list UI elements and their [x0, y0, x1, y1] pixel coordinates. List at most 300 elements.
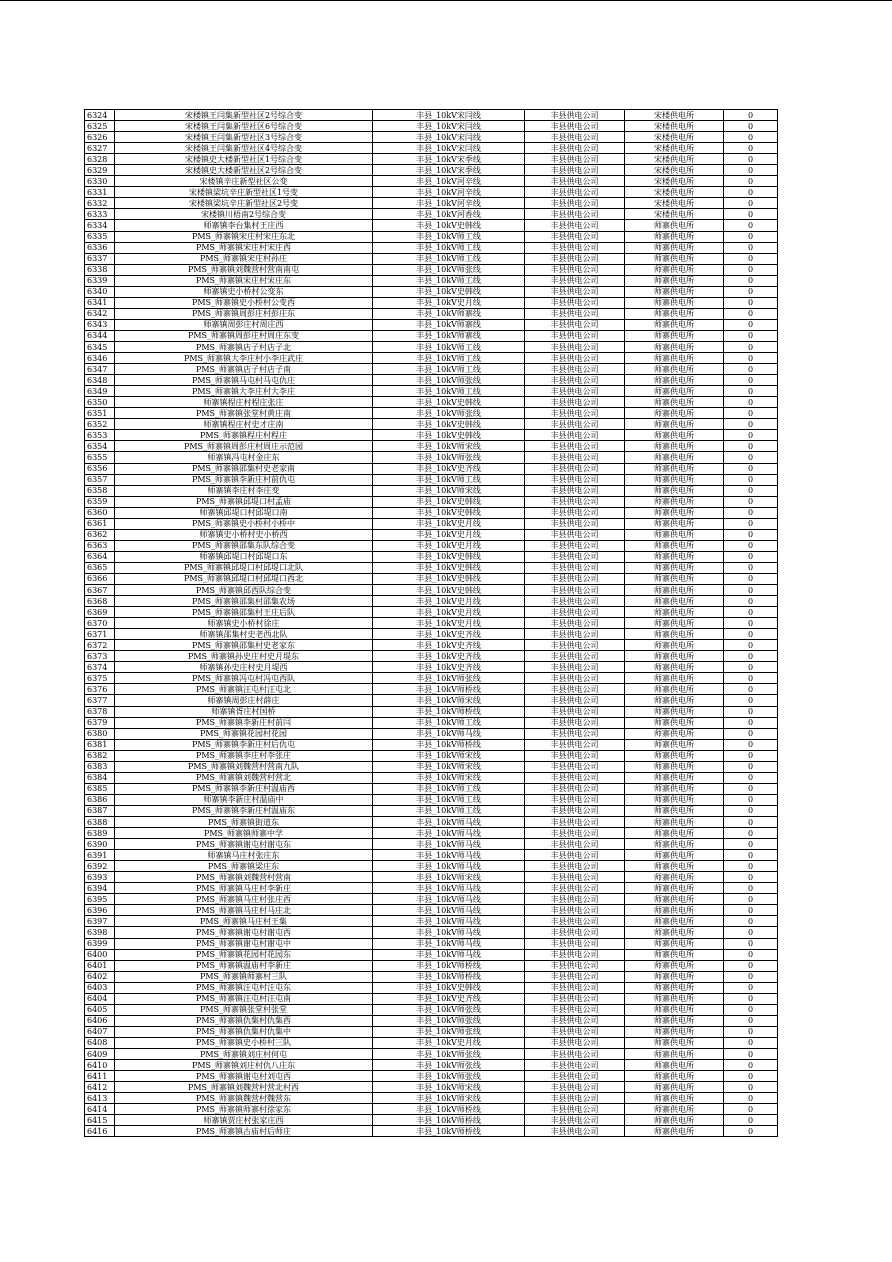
station-cell: 师寨供电所 — [625, 463, 724, 474]
station-cell: 师寨供电所 — [625, 794, 724, 805]
transformer-name-cell: PMS_师寨镇李新庄村温庙东 — [115, 805, 373, 816]
station-cell: 师寨供电所 — [625, 529, 724, 540]
row-number-cell: 6326 — [85, 132, 115, 143]
company-cell: 丰县供电公司 — [525, 883, 625, 894]
table-row — [85, 408, 778, 419]
station-cell: 师寨供电所 — [625, 474, 724, 485]
row-number-cell: 6384 — [85, 772, 115, 783]
row-number-cell: 6339 — [85, 275, 115, 286]
row-number-cell: 6383 — [85, 761, 115, 772]
data-table — [84, 109, 778, 1137]
value-cell: 0 — [724, 165, 778, 176]
table-row — [85, 198, 778, 209]
transformer-name-cell: PMS_师寨镇周彭庄村彭庄东 — [115, 308, 373, 319]
feeder-line-cell: 丰县_10kV师工线 — [373, 341, 525, 352]
table-row — [85, 673, 778, 684]
value-cell: 0 — [724, 783, 778, 794]
feeder-line-cell: 丰县_10kV师马线 — [373, 850, 525, 861]
table-row — [85, 132, 778, 143]
row-number-cell: 6351 — [85, 408, 115, 419]
company-cell: 丰县供电公司 — [525, 916, 625, 927]
station-cell: 师寨供电所 — [625, 817, 724, 828]
table-row — [85, 662, 778, 673]
company-cell: 丰县供电公司 — [525, 839, 625, 850]
value-cell: 0 — [724, 231, 778, 242]
value-cell: 0 — [724, 828, 778, 839]
company-cell: 丰县供电公司 — [525, 441, 625, 452]
feeder-line-cell: 丰县_10kV师桥线 — [373, 706, 525, 717]
value-cell: 0 — [724, 408, 778, 419]
transformer-name-cell: 师寨镇周彭庄村薛庄 — [115, 695, 373, 706]
transformer-name-cell: PMS_师寨镇周彭庄村周庄示范园 — [115, 441, 373, 452]
value-cell: 0 — [724, 607, 778, 618]
row-number-cell: 6354 — [85, 441, 115, 452]
table-row — [85, 176, 778, 187]
station-cell: 师寨供电所 — [625, 894, 724, 905]
value-cell: 0 — [724, 993, 778, 1004]
company-cell: 丰县供电公司 — [525, 353, 625, 364]
value-cell: 0 — [724, 872, 778, 883]
row-number-cell: 6400 — [85, 949, 115, 960]
company-cell: 丰县供电公司 — [525, 375, 625, 386]
feeder-line-cell: 丰县_10kV师寨线 — [373, 308, 525, 319]
table-row — [85, 1093, 778, 1104]
station-cell: 师寨供电所 — [625, 684, 724, 695]
feeder-line-cell: 丰县_10kV师工线 — [373, 253, 525, 264]
feeder-line-cell: 丰县_10kV师工线 — [373, 386, 525, 397]
table-row — [85, 651, 778, 662]
table-row — [85, 684, 778, 695]
station-cell: 师寨供电所 — [625, 1115, 724, 1126]
transformer-name-cell: 宋楼镇梁坑辛庄新型社区2号变 — [115, 198, 373, 209]
transformer-name-cell: PMS_师寨镇宋庄村孙庄 — [115, 253, 373, 264]
company-cell: 丰县供电公司 — [525, 209, 625, 220]
company-cell: 丰县供电公司 — [525, 772, 625, 783]
station-cell: 师寨供电所 — [625, 540, 724, 551]
value-cell: 0 — [724, 176, 778, 187]
station-cell: 师寨供电所 — [625, 496, 724, 507]
company-cell: 丰县供电公司 — [525, 408, 625, 419]
transformer-name-cell: PMS_师寨镇仇集村仇集西 — [115, 1015, 373, 1026]
row-number-cell: 6397 — [85, 916, 115, 927]
company-cell: 丰县供电公司 — [525, 927, 625, 938]
feeder-line-cell: 丰县_10kV师工线 — [373, 275, 525, 286]
transformer-name-cell: PMS_师寨镇李新庄村后仇屯 — [115, 739, 373, 750]
table-row — [85, 573, 778, 584]
row-number-cell: 6362 — [85, 529, 115, 540]
transformer-name-cell: PMS_师寨镇谢屯村谢屯中 — [115, 938, 373, 949]
table-row — [85, 629, 778, 640]
row-number-cell: 6353 — [85, 430, 115, 441]
company-cell: 丰县供电公司 — [525, 949, 625, 960]
company-cell: 丰县供电公司 — [525, 330, 625, 341]
table-row — [85, 739, 778, 750]
row-number-cell: 6373 — [85, 651, 115, 662]
table-row — [85, 1071, 778, 1082]
table-row — [85, 1004, 778, 1015]
feeder-line-cell: 丰县_10kV师马线 — [373, 883, 525, 894]
transformer-name-cell: 师寨镇史小桥村史小桥西 — [115, 529, 373, 540]
table-row — [85, 596, 778, 607]
transformer-name-cell: PMS_师寨镇温庙村李新庄 — [115, 960, 373, 971]
station-cell: 师寨供电所 — [625, 297, 724, 308]
value-cell: 0 — [724, 1071, 778, 1082]
table-row — [85, 441, 778, 452]
table-row — [85, 717, 778, 728]
row-number-cell: 6347 — [85, 364, 115, 375]
table-row — [85, 905, 778, 916]
transformer-name-cell: 师寨镇马庄村张庄东 — [115, 850, 373, 861]
transformer-name-cell: PMS_师寨镇大李庄村大李庄 — [115, 386, 373, 397]
station-cell: 师寨供电所 — [625, 850, 724, 861]
company-cell: 丰县供电公司 — [525, 121, 625, 132]
company-cell: 丰县供电公司 — [525, 750, 625, 761]
station-cell: 师寨供电所 — [625, 573, 724, 584]
transformer-name-cell: PMS_师寨镇刘庄村仇八庄东 — [115, 1060, 373, 1071]
feeder-line-cell: 丰县_10kV师寨线 — [373, 330, 525, 341]
value-cell: 0 — [724, 386, 778, 397]
feeder-line-cell: 丰县_10kV师桥线 — [373, 960, 525, 971]
transformer-name-cell: PMS_师寨镇店子村店子北 — [115, 341, 373, 352]
transformer-name-cell: PMS_师寨镇邵集东队综合变 — [115, 540, 373, 551]
value-cell: 0 — [724, 695, 778, 706]
transformer-name-cell: 师寨镇李新庄村温庙中 — [115, 794, 373, 805]
transformer-name-cell: 师寨镇史小桥村徐庄 — [115, 618, 373, 629]
value-cell: 0 — [724, 761, 778, 772]
transformer-name-cell: PMS_师寨镇史小桥村小桥中 — [115, 518, 373, 529]
transformer-name-cell: PMS_师寨镇李新庄村温庙西 — [115, 783, 373, 794]
company-cell: 丰县供电公司 — [525, 573, 625, 584]
value-cell: 0 — [724, 794, 778, 805]
company-cell: 丰县供电公司 — [525, 1126, 625, 1137]
station-cell: 师寨供电所 — [625, 839, 724, 850]
value-cell: 0 — [724, 573, 778, 584]
transformer-name-cell: 宋楼镇梁坑辛庄新型社区1号变 — [115, 187, 373, 198]
table-row — [85, 319, 778, 330]
row-number-cell: 6366 — [85, 573, 115, 584]
table-row — [85, 297, 778, 308]
row-number-cell: 6392 — [85, 861, 115, 872]
station-cell: 师寨供电所 — [625, 485, 724, 496]
value-cell: 0 — [724, 264, 778, 275]
row-number-cell: 6413 — [85, 1093, 115, 1104]
row-number-cell: 6399 — [85, 938, 115, 949]
value-cell: 0 — [724, 419, 778, 430]
value-cell: 0 — [724, 585, 778, 596]
row-number-cell: 6332 — [85, 198, 115, 209]
value-cell: 0 — [724, 750, 778, 761]
row-number-cell: 6401 — [85, 960, 115, 971]
station-cell: 师寨供电所 — [625, 408, 724, 419]
value-cell: 0 — [724, 861, 778, 872]
company-cell: 丰县供电公司 — [525, 297, 625, 308]
row-number-cell: 6367 — [85, 585, 115, 596]
company-cell: 丰县供电公司 — [525, 1048, 625, 1059]
company-cell: 丰县供电公司 — [525, 397, 625, 408]
value-cell: 0 — [724, 651, 778, 662]
value-cell: 0 — [724, 529, 778, 540]
station-cell: 师寨供电所 — [625, 1015, 724, 1026]
station-cell: 师寨供电所 — [625, 739, 724, 750]
company-cell: 丰县供电公司 — [525, 165, 625, 176]
transformer-name-cell: PMS_师寨镇谢屯村谢屯东 — [115, 839, 373, 850]
value-cell: 0 — [724, 883, 778, 894]
table-row — [85, 805, 778, 816]
company-cell: 丰县供电公司 — [525, 154, 625, 165]
row-number-cell: 6398 — [85, 927, 115, 938]
transformer-name-cell: 师寨镇周彭庄村周庄西 — [115, 319, 373, 330]
station-cell: 师寨供电所 — [625, 1048, 724, 1059]
feeder-line-cell: 丰县_10kV史月线 — [373, 618, 525, 629]
feeder-line-cell: 丰县_10kV师马线 — [373, 817, 525, 828]
company-cell: 丰县供电公司 — [525, 562, 625, 573]
row-number-cell: 6348 — [85, 375, 115, 386]
row-number-cell: 6415 — [85, 1115, 115, 1126]
company-cell: 丰县供电公司 — [525, 960, 625, 971]
transformer-name-cell: PMS_师寨镇邱西队综合变 — [115, 585, 373, 596]
value-cell: 0 — [724, 1026, 778, 1037]
transformer-name-cell: PMS_师寨镇李新庄村前闫 — [115, 717, 373, 728]
value-cell: 0 — [724, 684, 778, 695]
row-number-cell: 6327 — [85, 143, 115, 154]
feeder-line-cell: 丰县_10kV师张线 — [373, 1004, 525, 1015]
station-cell: 师寨供电所 — [625, 452, 724, 463]
feeder-line-cell: 丰县_10kV师马线 — [373, 894, 525, 905]
value-cell: 0 — [724, 916, 778, 927]
row-number-cell: 6408 — [85, 1037, 115, 1048]
row-number-cell: 6360 — [85, 507, 115, 518]
transformer-name-cell: PMS_师寨镇街道东 — [115, 817, 373, 828]
row-number-cell: 6376 — [85, 684, 115, 695]
table-row — [85, 275, 778, 286]
table-row — [85, 938, 778, 949]
row-number-cell: 6341 — [85, 297, 115, 308]
row-number-cell: 6333 — [85, 209, 115, 220]
company-cell: 丰县供电公司 — [525, 629, 625, 640]
table-row — [85, 618, 778, 629]
station-cell: 师寨供电所 — [625, 861, 724, 872]
value-cell: 0 — [724, 1093, 778, 1104]
value-cell: 0 — [724, 1048, 778, 1059]
transformer-name-cell: PMS_师寨镇马庄村马庄北 — [115, 905, 373, 916]
station-cell: 师寨供电所 — [625, 430, 724, 441]
station-cell: 师寨供电所 — [625, 772, 724, 783]
value-cell: 0 — [724, 110, 778, 121]
value-cell: 0 — [724, 1004, 778, 1015]
table-row — [85, 839, 778, 850]
feeder-line-cell: 丰县_10kV宋闫线 — [373, 121, 525, 132]
row-number-cell: 6359 — [85, 496, 115, 507]
feeder-line-cell: 丰县_10kV师张线 — [373, 673, 525, 684]
company-cell: 丰县供电公司 — [525, 463, 625, 474]
transformer-name-cell: 宋楼镇王闫集新型社区6号综合变 — [115, 121, 373, 132]
company-cell: 丰县供电公司 — [525, 894, 625, 905]
station-cell: 师寨供电所 — [625, 761, 724, 772]
station-cell: 师寨供电所 — [625, 231, 724, 242]
feeder-line-cell: 丰县_10kV师马线 — [373, 949, 525, 960]
row-number-cell: 6350 — [85, 397, 115, 408]
value-cell: 0 — [724, 353, 778, 364]
value-cell: 0 — [724, 562, 778, 573]
row-number-cell: 6330 — [85, 176, 115, 187]
value-cell: 0 — [724, 971, 778, 982]
feeder-line-cell: 丰县_10kV师马线 — [373, 927, 525, 938]
row-number-cell: 6358 — [85, 485, 115, 496]
transformer-name-cell: PMS_师寨镇店子村店子南 — [115, 364, 373, 375]
row-number-cell: 6409 — [85, 1048, 115, 1059]
row-number-cell: 6395 — [85, 894, 115, 905]
feeder-line-cell: 丰县_10kV师工线 — [373, 364, 525, 375]
feeder-line-cell: 丰县_10kV师马线 — [373, 839, 525, 850]
table-row — [85, 551, 778, 562]
feeder-line-cell: 丰县_10kV宋闫线 — [373, 132, 525, 143]
row-number-cell: 6343 — [85, 319, 115, 330]
station-cell: 师寨供电所 — [625, 982, 724, 993]
feeder-line-cell: 丰县_10kV师桥线 — [373, 739, 525, 750]
feeder-line-cell: 丰县_10kV师马线 — [373, 861, 525, 872]
value-cell: 0 — [724, 938, 778, 949]
feeder-line-cell: 丰县_10kV宋闫线 — [373, 143, 525, 154]
transformer-name-cell: 师寨镇史小桥村公变东 — [115, 286, 373, 297]
station-cell: 宋楼供电所 — [625, 187, 724, 198]
transformer-name-cell: PMS_师寨镇谢屯村刘屯西 — [115, 1071, 373, 1082]
feeder-line-cell: 丰县_10kV师寨线 — [373, 319, 525, 330]
company-cell: 丰县供电公司 — [525, 651, 625, 662]
row-number-cell: 6411 — [85, 1071, 115, 1082]
station-cell: 师寨供电所 — [625, 883, 724, 894]
transformer-name-cell: 师寨镇李庄村李庄变 — [115, 485, 373, 496]
company-cell: 丰县供电公司 — [525, 474, 625, 485]
transformer-name-cell: PMS_师寨镇梁庄东 — [115, 861, 373, 872]
station-cell: 师寨供电所 — [625, 1004, 724, 1015]
row-number-cell: 6328 — [85, 154, 115, 165]
value-cell: 0 — [724, 253, 778, 264]
table-row — [85, 308, 778, 319]
row-number-cell: 6375 — [85, 673, 115, 684]
table-row — [85, 982, 778, 993]
row-number-cell: 6336 — [85, 242, 115, 253]
row-number-cell: 6335 — [85, 231, 115, 242]
feeder-line-cell: 丰县_10kV师马线 — [373, 728, 525, 739]
station-cell: 师寨供电所 — [625, 375, 724, 386]
feeder-line-cell: 丰县_10kV师工线 — [373, 783, 525, 794]
value-cell: 0 — [724, 154, 778, 165]
station-cell: 师寨供电所 — [625, 927, 724, 938]
value-cell: 0 — [724, 364, 778, 375]
table-row — [85, 264, 778, 275]
value-cell: 0 — [724, 894, 778, 905]
feeder-line-cell: 丰县_10kV师工线 — [373, 717, 525, 728]
station-cell: 师寨供电所 — [625, 938, 724, 949]
station-cell: 师寨供电所 — [625, 319, 724, 330]
transformer-name-cell: PMS_师寨镇李庄村李张庄 — [115, 750, 373, 761]
company-cell: 丰县供电公司 — [525, 551, 625, 562]
company-cell: 丰县供电公司 — [525, 386, 625, 397]
company-cell: 丰县供电公司 — [525, 1082, 625, 1093]
value-cell: 0 — [724, 1126, 778, 1137]
transformer-name-cell: PMS_师寨镇马庄村李新庄 — [115, 883, 373, 894]
feeder-line-cell: 丰县_10kV宋季线 — [373, 165, 525, 176]
feeder-line-cell: 丰县_10kV师宋线 — [373, 872, 525, 883]
table-row — [85, 728, 778, 739]
company-cell: 丰县供电公司 — [525, 872, 625, 883]
row-number-cell: 6329 — [85, 165, 115, 176]
transformer-name-cell: PMS_师寨镇周彭庄村周庄东变 — [115, 330, 373, 341]
transformer-name-cell: PMS_师寨镇宋庄村宋庄西 — [115, 242, 373, 253]
table-row — [85, 518, 778, 529]
table-row — [85, 507, 778, 518]
table-row — [85, 872, 778, 883]
value-cell: 0 — [724, 673, 778, 684]
table-row — [85, 1048, 778, 1059]
feeder-line-cell: 丰县_10kV河辛线 — [373, 198, 525, 209]
company-cell: 丰县供电公司 — [525, 496, 625, 507]
row-number-cell: 6387 — [85, 805, 115, 816]
row-number-cell: 6381 — [85, 739, 115, 750]
row-number-cell: 6377 — [85, 695, 115, 706]
feeder-line-cell: 丰县_10kV师张线 — [373, 264, 525, 275]
feeder-line-cell: 丰县_10kV史齐线 — [373, 993, 525, 1004]
row-number-cell: 6414 — [85, 1104, 115, 1115]
company-cell: 丰县供电公司 — [525, 783, 625, 794]
transformer-name-cell: PMS_师寨镇师寨村三队 — [115, 971, 373, 982]
feeder-line-cell: 丰县_10kV师张线 — [373, 1060, 525, 1071]
feeder-line-cell: 丰县_10kV河辛线 — [373, 187, 525, 198]
table-row — [85, 1060, 778, 1071]
station-cell: 宋楼供电所 — [625, 209, 724, 220]
row-number-cell: 6357 — [85, 474, 115, 485]
value-cell: 0 — [724, 518, 778, 529]
company-cell: 丰县供电公司 — [525, 706, 625, 717]
transformer-name-cell: PMS_师寨镇仇集村仇集中 — [115, 1026, 373, 1037]
row-number-cell: 6406 — [85, 1015, 115, 1026]
company-cell: 丰县供电公司 — [525, 264, 625, 275]
transformer-name-cell: PMS_师寨镇张堂村张堂 — [115, 1004, 373, 1015]
row-number-cell: 6385 — [85, 783, 115, 794]
row-number-cell: 6407 — [85, 1026, 115, 1037]
company-cell: 丰县供电公司 — [525, 1037, 625, 1048]
table-row — [85, 794, 778, 805]
station-cell: 师寨供电所 — [625, 916, 724, 927]
feeder-line-cell: 丰县_10kV史月线 — [373, 540, 525, 551]
table-row — [85, 154, 778, 165]
feeder-line-cell: 丰县_10kV师马线 — [373, 828, 525, 839]
value-cell: 0 — [724, 485, 778, 496]
station-cell: 师寨供电所 — [625, 993, 724, 1004]
table-row — [85, 529, 778, 540]
value-cell: 0 — [724, 850, 778, 861]
station-cell: 师寨供电所 — [625, 607, 724, 618]
station-cell: 师寨供电所 — [625, 618, 724, 629]
table-row — [85, 165, 778, 176]
feeder-line-cell: 丰县_10kV宋闫线 — [373, 110, 525, 121]
station-cell: 师寨供电所 — [625, 275, 724, 286]
transformer-name-cell: PMS_师寨镇刘魏营村营北村西 — [115, 1082, 373, 1093]
station-cell: 师寨供电所 — [625, 706, 724, 717]
table-row — [85, 1082, 778, 1093]
station-cell: 师寨供电所 — [625, 286, 724, 297]
feeder-line-cell: 丰县_10kV师桥线 — [373, 1104, 525, 1115]
transformer-name-cell: 师寨镇孙史庄村史月堤西 — [115, 662, 373, 673]
station-cell: 师寨供电所 — [625, 1126, 724, 1137]
row-number-cell: 6334 — [85, 220, 115, 231]
company-cell: 丰县供电公司 — [525, 176, 625, 187]
transformer-name-cell: PMS_师寨镇师寨村徐家东 — [115, 1104, 373, 1115]
company-cell: 丰县供电公司 — [525, 308, 625, 319]
company-cell: 丰县供电公司 — [525, 673, 625, 684]
table-row — [85, 894, 778, 905]
feeder-line-cell: 丰县_10kV师桥线 — [373, 1115, 525, 1126]
